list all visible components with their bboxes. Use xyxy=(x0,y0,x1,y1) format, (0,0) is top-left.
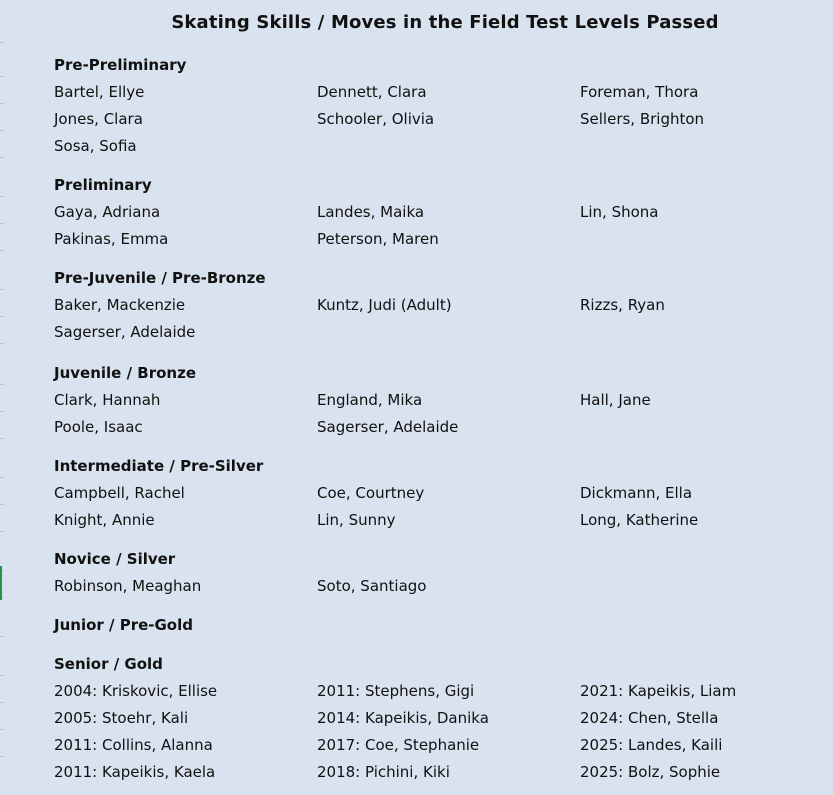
skater-name: Lin, Sunny xyxy=(317,511,396,529)
skater-name: Dennett, Clara xyxy=(317,83,427,101)
skater-name: Dickmann, Ella xyxy=(580,484,693,502)
skater-name: 2014: Kapeikis, Danika xyxy=(317,709,489,727)
skater-name: 2011: Stephens, Gigi xyxy=(317,682,475,700)
skater-name: Soto, Santiago xyxy=(317,577,427,595)
skater-name: Gaya, Adriana xyxy=(54,203,161,221)
skater-name: Campbell, Rachel xyxy=(54,484,185,502)
skater-name: Coe, Courtney xyxy=(317,484,425,502)
skater-name: Baker, Mackenzie xyxy=(54,296,186,314)
skater-name: Hall, Jane xyxy=(580,391,651,409)
skater-name: Robinson, Meaghan xyxy=(54,577,202,595)
skater-name: Bartel, Ellye xyxy=(54,83,145,101)
skater-name: Clark, Hannah xyxy=(54,391,161,409)
skater-name: Pakinas, Emma xyxy=(54,230,169,248)
skater-name: Poole, Isaac xyxy=(54,418,143,436)
skater-name: Sellers, Brighton xyxy=(580,110,705,128)
skater-name: England, Mika xyxy=(317,391,423,409)
skater-name: Knight, Annie xyxy=(54,511,155,529)
selected-row-indicator xyxy=(0,566,2,600)
skater-name: 2017: Coe, Stephanie xyxy=(317,736,480,754)
section-heading-juvenile: Juvenile / Bronze xyxy=(54,364,196,382)
skater-name: 2011: Collins, Alanna xyxy=(54,736,213,754)
skater-name: Landes, Maika xyxy=(317,203,425,221)
skater-name: Foreman, Thora xyxy=(580,83,699,101)
skater-name: 2018: Pichini, Kiki xyxy=(317,763,450,781)
skater-name: Sagerser, Adelaide xyxy=(317,418,459,436)
section-heading-junior: Junior / Pre-Gold xyxy=(54,616,193,634)
section-heading-senior: Senior / Gold xyxy=(54,655,163,673)
section-heading-preliminary: Preliminary xyxy=(54,176,152,194)
skater-name: Kuntz, Judi (Adult) xyxy=(317,296,452,314)
page-title: Skating Skills / Moves in the Field Test Levels Passed xyxy=(171,12,719,33)
skater-name: Jones, Clara xyxy=(54,110,143,128)
skater-name: Sosa, Sofia xyxy=(54,137,137,155)
skater-name: Rizzs, Ryan xyxy=(580,296,665,314)
skater-name: 2011: Kapeikis, Kaela xyxy=(54,763,216,781)
section-heading-pre-preliminary: Pre-Preliminary xyxy=(54,56,187,74)
skater-name: Schooler, Olivia xyxy=(317,110,435,128)
skater-name: 2021: Kapeikis, Liam xyxy=(580,682,737,700)
skater-name: Long, Katherine xyxy=(580,511,699,529)
skater-name: Peterson, Maren xyxy=(317,230,439,248)
skater-name: Sagerser, Adelaide xyxy=(54,323,196,341)
skater-name: 2004: Kriskovic, Ellise xyxy=(54,682,218,700)
section-heading-intermediate: Intermediate / Pre-Silver xyxy=(54,457,264,475)
section-heading-novice: Novice / Silver xyxy=(54,550,176,568)
skater-name: Lin, Shona xyxy=(580,203,659,221)
section-heading-pre-juvenile: Pre-Juvenile / Pre-Bronze xyxy=(54,269,266,287)
skater-name: 2005: Stoehr, Kali xyxy=(54,709,189,727)
skater-name: 2024: Chen, Stella xyxy=(580,709,719,727)
skater-name: 2025: Bolz, Sophie xyxy=(580,763,721,781)
skater-name: 2025: Landes, Kaili xyxy=(580,736,723,754)
